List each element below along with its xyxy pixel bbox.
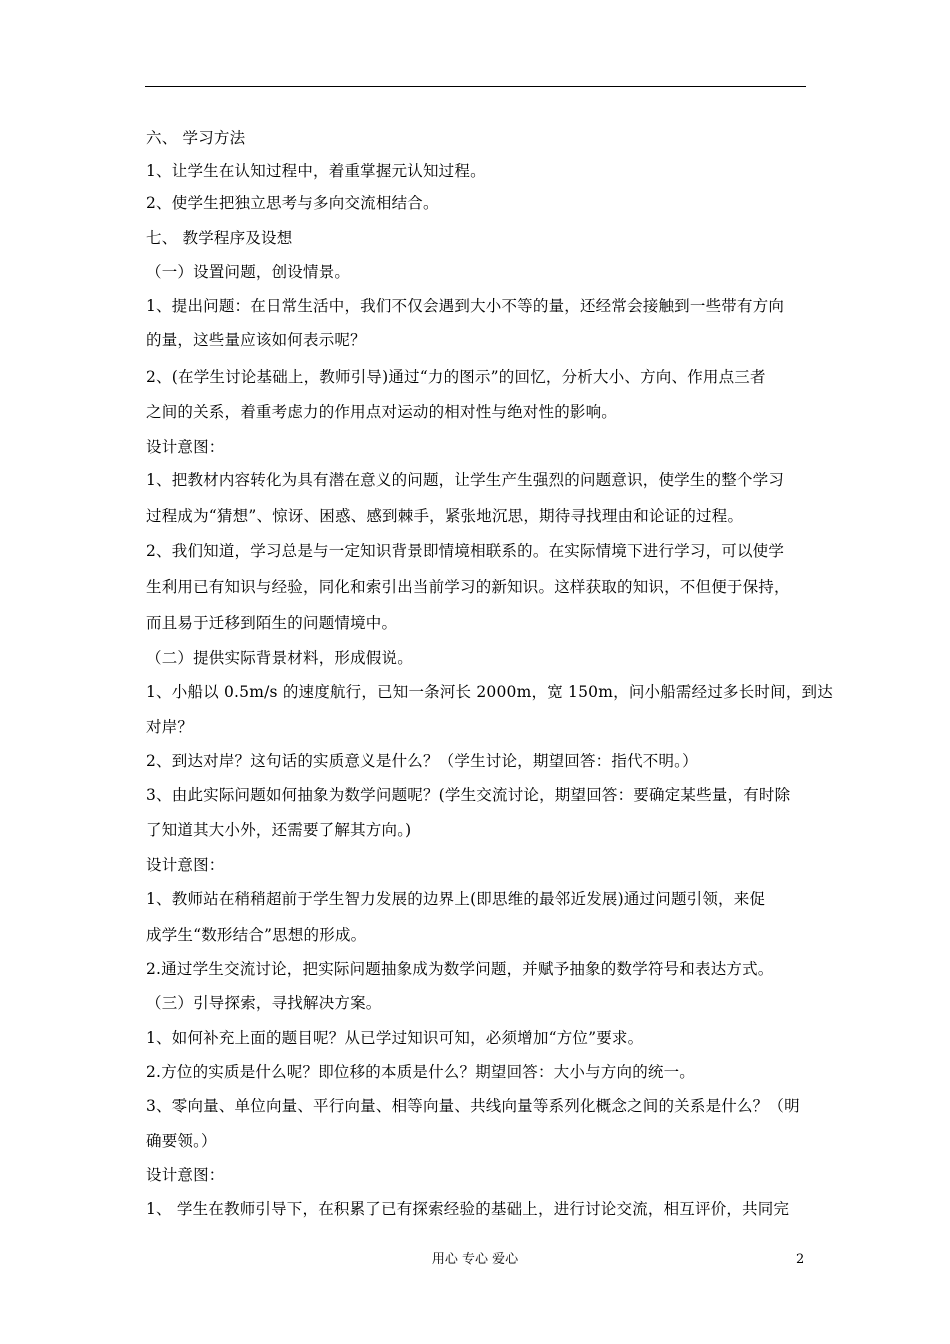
text-line: 的量，这些量应该如何表示呢？ — [146, 331, 366, 349]
text-line: 1、如何补充上面的题目呢？从已学过知识可知，必须增加“方位”要求。 — [146, 1029, 644, 1047]
text-line: 1、提出问题：在日常生活中，我们不仅会遇到大小不等的量，还经常会接触到一些带有方向 — [146, 297, 785, 315]
text-line: 2、(在学生讨论基础上，教师引导)通过“力的图示”的回忆，分析大小、方向、作用点三者 — [146, 368, 766, 386]
text-line: 而且易于迁移到陌生的问题情境中。 — [146, 614, 398, 632]
text-line: 2.通过学生交流讨论，把实际问题抽象成为数学问题，并赋予抽象的数学符号和表达方式。 — [146, 960, 774, 978]
text-line: 生利用已有知识与经验，同化和索引出当前学习的新知识。这样获取的知识，不但便于保持， — [146, 578, 790, 596]
text-line: 六、 学习方法 — [146, 129, 246, 147]
text-line: 确要领。） — [146, 1132, 217, 1150]
footer-motto: 用心 专心 爱心 — [431, 1252, 519, 1267]
text-line: （二）提供实际背景材料，形成假说。 — [146, 649, 413, 667]
text-line: 过程成为“猜想”、惊讶、困惑、感到棘手，紧张地沉思，期待寻找理由和论证的过程。 — [146, 507, 744, 525]
page-number: 2 — [796, 1252, 805, 1267]
text-line: 1、让学生在认知过程中，着重掌握元认知过程。 — [146, 162, 486, 180]
text-line: 2、我们知道，学习总是与一定知识背景即情境相联系的。在实际情境下进行学习，可以使学 — [146, 542, 785, 560]
text-line: 了知道其大小外，还需要了解其方向。) — [146, 821, 412, 839]
text-line: 3、由此实际问题如何抽象为数学问题呢？(学生交流讨论，期望回答：要确定某些量，有时除 — [146, 786, 791, 804]
text-line: 2、使学生把独立思考与多向交流相结合。 — [146, 194, 439, 212]
text-line: 1、 学生在教师引导下，在积累了已有探索经验的基础上，进行讨论交流，相互评价，共同完 — [146, 1200, 790, 1218]
text-line: 2.方位的实质是什么呢？即位移的本质是什么？期望回答：大小与方向的统一。 — [146, 1063, 695, 1081]
text-line: 3、零向量、单位向量、平行向量、相等向量、共线向量等系列化概念之间的关系是什么？（明 — [146, 1097, 800, 1115]
text-line: 成学生“数形结合”思想的形成。 — [146, 926, 367, 944]
text-line: 之间的关系，着重考虑力的作用点对运动的相对性与绝对性的影响。 — [146, 403, 618, 421]
text-line: 1、小船以 0.5m/s 的速度航行，已知一条河长 2000m，宽 150m，问小船需经过多长时间，到达 — [146, 683, 833, 701]
text-line: 设计意图： — [146, 438, 225, 456]
text-line: 1、把教材内容转化为具有潜在意义的问题，让学生产生强烈的问题意识，使学生的整个学习 — [146, 471, 785, 489]
text-line: （三）引导探索，寻找解决方案。 — [146, 994, 382, 1012]
text-line: 对岸？ — [146, 718, 194, 736]
text-line: 1、教师站在稍稍超前于学生智力发展的边界上(即思维的最邻近发展)通过问题引领，来促 — [146, 890, 766, 908]
header-rule — [145, 86, 806, 87]
text-line: （一）设置问题，创设情景。 — [146, 263, 351, 281]
text-line: 设计意图： — [146, 1166, 225, 1184]
text-line: 七、 教学程序及设想 — [146, 229, 293, 247]
text-line: 2、到达对岸？这句话的实质意义是什么？（学生讨论，期望回答：指代不明。） — [146, 752, 698, 770]
text-line: 设计意图： — [146, 856, 225, 874]
